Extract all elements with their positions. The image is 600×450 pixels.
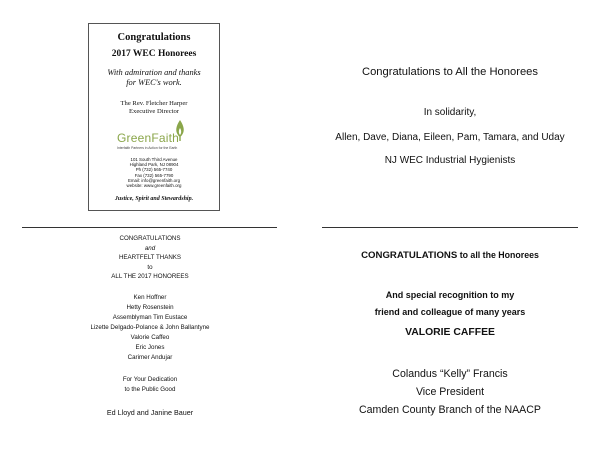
greenfaith-ad	[88, 23, 220, 211]
honoree-name: Carimer Andujar	[127, 354, 173, 361]
honoree-name: Lizette Delgado-Polance & John Ballantyne	[90, 324, 210, 331]
greenfaith-signer-title: Executive Director	[129, 108, 179, 115]
wec-line1: In solidarity,	[423, 107, 477, 118]
naacp-recognition-line2: friend and colleague of many years	[374, 307, 526, 317]
naacp-organization: Camden County Branch of the NAACP	[359, 404, 541, 416]
greenfaith-motto: Justice, Spirit and Stewardship.	[114, 196, 194, 202]
lloyd-bauer-ad	[0, 228, 300, 450]
wec-line2: Allen, Dave, Diana, Eileen, Pam, Tamara, and Uday	[335, 132, 565, 143]
naacp-signer-name: Colandus “Kelly” Francis	[392, 368, 508, 380]
lloyd-dedication-line2: to the Public Good	[124, 386, 176, 393]
naacp-signer-title: Vice President	[415, 386, 485, 398]
greenfaith-logo-tagline: Interfaith Partners in Action for the Earth	[117, 146, 178, 150]
wec-hygienists-ad	[300, 0, 600, 225]
greenfaith-title: Congratulations	[117, 32, 191, 43]
greenfaith-email: Email: info@greenfaith.org	[127, 177, 181, 183]
naacp-headline-rest: to all the Honorees	[459, 250, 539, 260]
honoree-name: Hetty Rosenstein	[126, 304, 174, 311]
greenfaith-message-line1: With admiration and thanks	[107, 68, 201, 77]
greenfaith-message-line2: for WEC's work.	[126, 78, 182, 87]
lloyd-all-honorees: ALL THE 2017 HONOREES	[111, 273, 189, 280]
greenfaith-website: website: www.greenfaith.org	[126, 183, 182, 188]
honoree-name: Assemblyman Tim Eustace	[112, 314, 188, 321]
greenfaith-fax: Fax (732) 565-7790	[134, 172, 174, 178]
lloyd-signature: Ed Lloyd and Janine Bauer	[106, 408, 194, 417]
greenfaith-phone: Ph (732) 565-7740	[135, 167, 173, 173]
greenfaith-address-line: Highland Park, NJ 08904	[129, 162, 179, 168]
wec-line3: NJ WEC Industrial Hygienists	[384, 155, 516, 166]
greenfaith-subtitle: 2017 WEC Honorees	[111, 49, 197, 59]
naacp-headline	[300, 250, 600, 261]
honoree-name: Ken Hoffner	[133, 294, 167, 301]
lloyd-to: to	[147, 263, 153, 271]
greenfaith-address-line: 101 South Third Avenue	[130, 157, 178, 162]
lloyd-dedication-line1: For Your Dedication	[122, 376, 178, 383]
greenfaith-logo-text: GreenFaith	[117, 131, 180, 145]
naacp-recognition-line1: And special recognition to my	[385, 290, 515, 300]
naacp-ad	[300, 228, 600, 450]
lloyd-congratulations: CONGRATULATIONS	[119, 235, 181, 242]
honoree-name: Eric Jones	[135, 344, 165, 351]
lloyd-and: and	[144, 244, 156, 252]
honoree-name: Valorie Caffeo	[130, 334, 170, 341]
naacp-headline-bold: CONGRATULATIONS	[361, 250, 458, 261]
greenfaith-signer-name: The Rev. Fletcher Harper	[120, 100, 188, 107]
lloyd-heartfelt-thanks: HEARTFELT THANKS	[118, 254, 182, 261]
wec-heading: Congratulations to All the Honorees	[361, 66, 538, 78]
naacp-honoree: VALORIE CAFFEE	[405, 327, 495, 338]
